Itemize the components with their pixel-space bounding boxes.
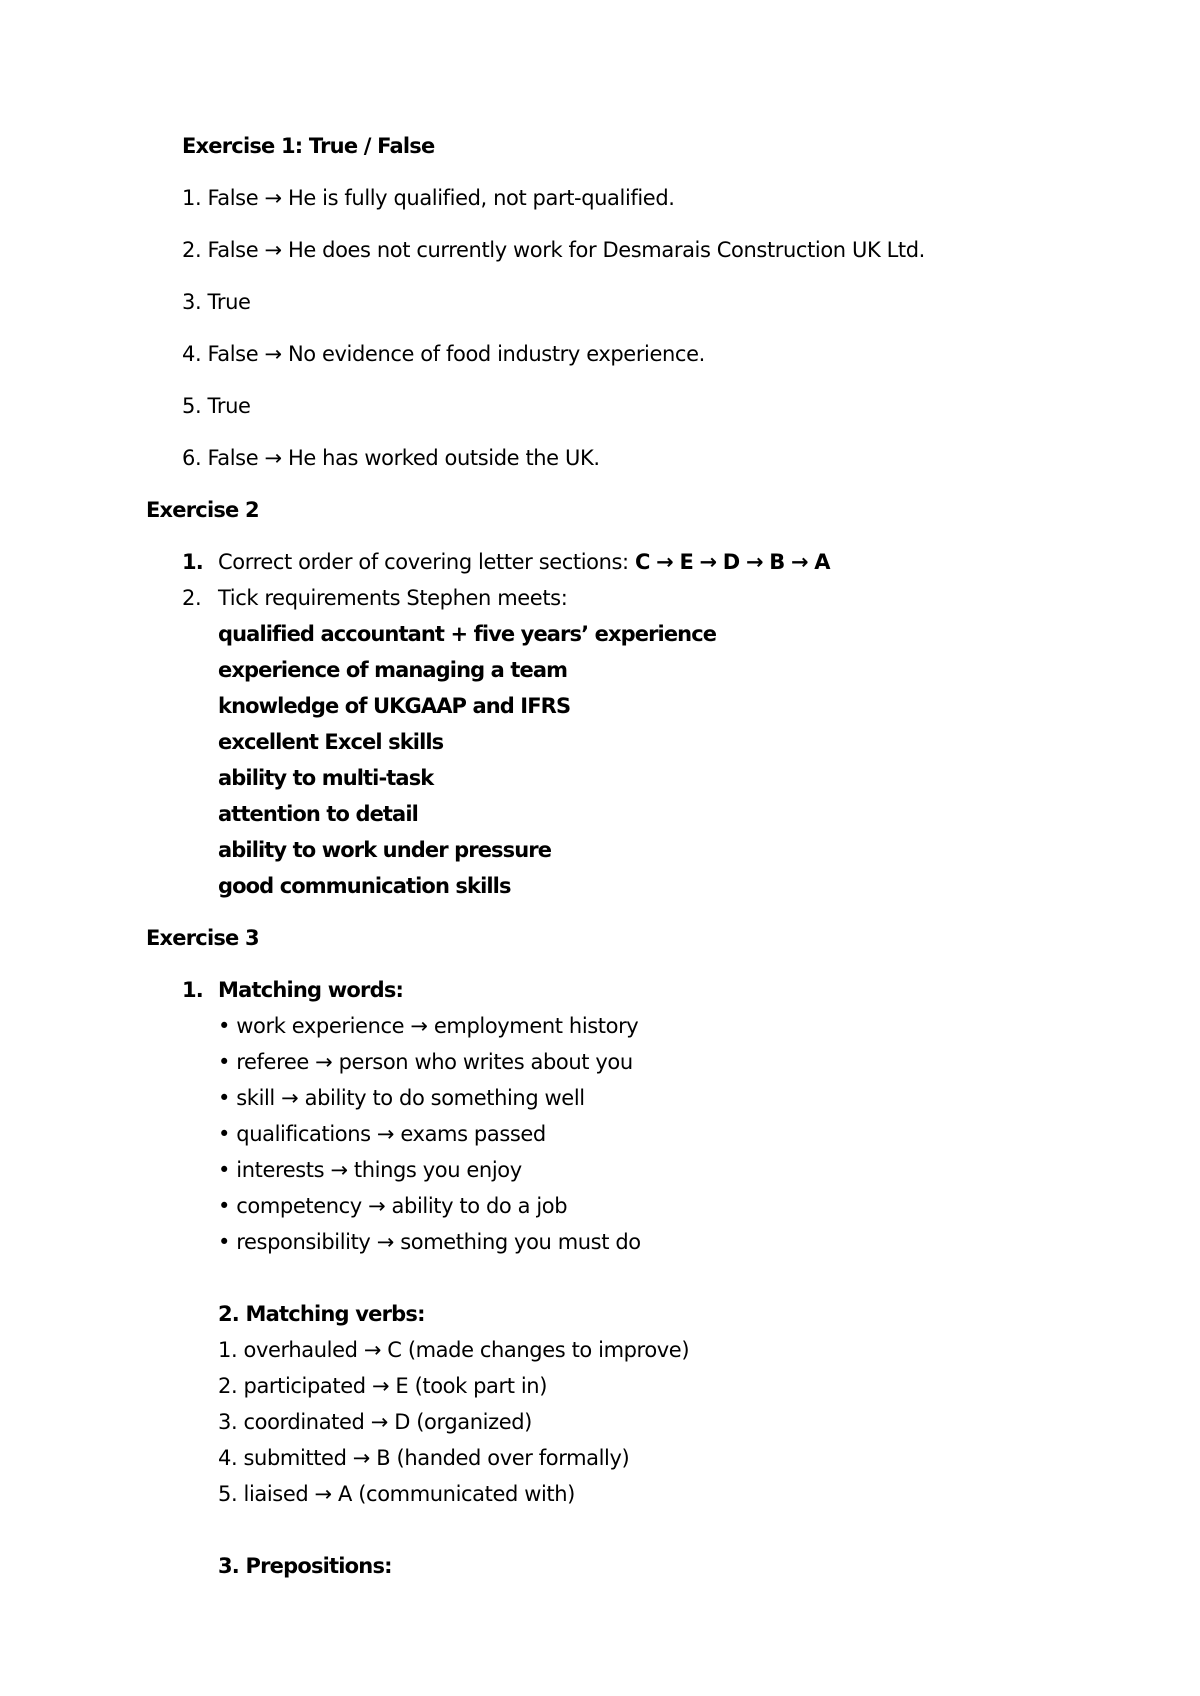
exercise-1-item: 1. False → He is fully qualified, not part-qualified. [182, 186, 675, 210]
requirement-item: knowledge of UKGAAP and IFRS [218, 694, 571, 718]
matching-verb-item: 3. coordinated → D (organized) [218, 1410, 532, 1434]
exercise-2-q2-text: Tick requirements Stephen meets: [218, 586, 568, 610]
requirement-item: ability to work under pressure [218, 838, 552, 862]
exercise-2-heading: Exercise 2 [146, 498, 259, 522]
matching-verb-item: 2. participated → E (took part in) [218, 1374, 548, 1398]
matching-verb-item: 4. submitted → B (handed over formally) [218, 1446, 630, 1470]
exercise-1-item: 2. False → He does not currently work for Desmarais Construction UK Ltd. [182, 238, 925, 262]
requirement-item: good communication skills [218, 874, 511, 898]
requirement-item: qualified accountant + five years’ experience [218, 622, 717, 646]
exercise-3-q2-title: 2. Matching verbs: [218, 1302, 425, 1326]
requirement-item: excellent Excel skills [218, 730, 444, 754]
exercise-2-q1-line [218, 552, 830, 573]
matching-word-item: • responsibility → something you must do [218, 1230, 641, 1254]
matching-verb-item: 1. overhauled → C (made changes to improve) [218, 1338, 690, 1362]
exercise-1-item: 5. True [182, 394, 251, 418]
exercise-1-heading: Exercise 1: True / False [182, 134, 435, 158]
exercise-1-item: 3. True [182, 290, 251, 314]
exercise-2-q2-number: 2. [182, 586, 202, 610]
exercise-1-item: 6. False → He has worked outside the UK. [182, 446, 600, 470]
matching-word-item: • competency → ability to do a job [218, 1194, 568, 1218]
matching-word-item: • skill → ability to do something well [218, 1086, 585, 1110]
exercise-1-item: 4. False → No evidence of food industry experience. [182, 342, 705, 366]
exercise-3-q3-title: 3. Prepositions: [218, 1554, 392, 1578]
exercise-3-q1-title: Matching words: [218, 978, 404, 1002]
matching-word-item: • interests → things you enjoy [218, 1158, 522, 1182]
exercise-2-q1-text: Correct order of covering letter sections: [218, 550, 636, 574]
exercise-2-q1-number: 1. [182, 550, 203, 574]
requirement-item: experience of managing a team [218, 658, 568, 682]
matching-word-item: • work experience → employment history [218, 1014, 639, 1038]
matching-word-item: • qualifications → exams passed [218, 1122, 546, 1146]
requirement-item: ability to multi-task [218, 766, 434, 790]
matching-verb-item: 5. liaised → A (communicated with) [218, 1482, 575, 1506]
exercise-3-heading: Exercise 3 [146, 926, 259, 950]
requirement-item: attention to detail [218, 802, 418, 826]
exercise-3-q1-number: 1. [182, 978, 203, 1002]
exercise-2-q1-answer: C → E → D → B → A [635, 550, 830, 574]
matching-word-item: • referee → person who writes about you [218, 1050, 633, 1074]
